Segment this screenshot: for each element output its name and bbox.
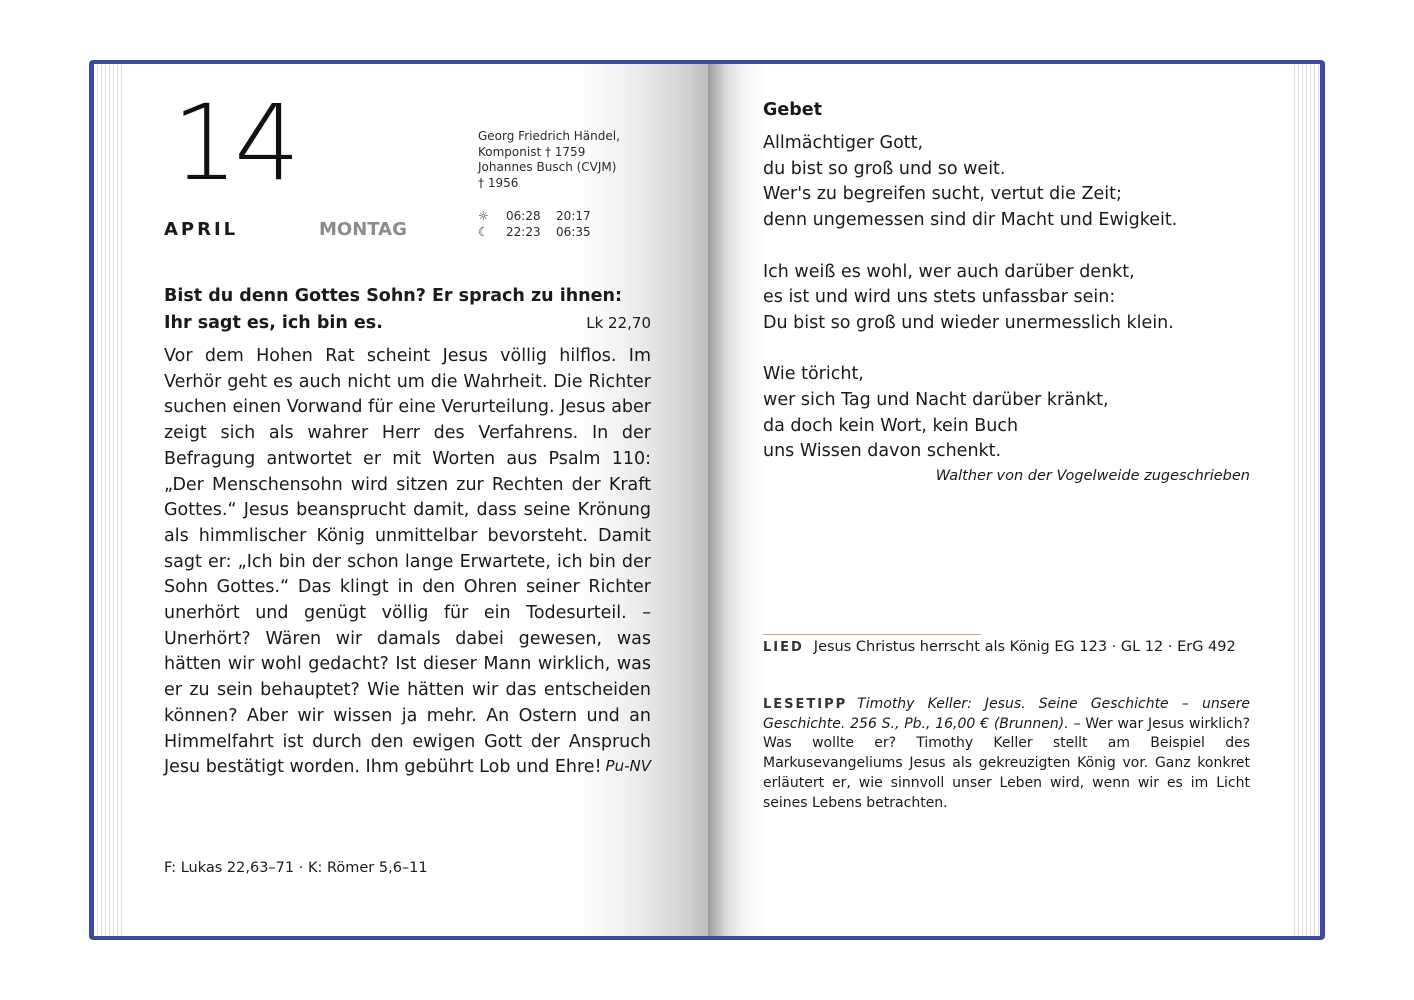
poem-line: uns Wissen davon schenkt. (763, 441, 1002, 462)
lesetipp-book: Timothy Keller: Jesus. Seine Geschichte – unsere Geschichte. 256 S., Pb., 16,00 € (Brunnen). (763, 696, 1250, 732)
sunset-time: 20:17 (556, 209, 591, 223)
page-edges-right (1290, 64, 1320, 936)
commemoration-line: Komponist † 1759 (478, 144, 586, 159)
commemoration-line: † 1956 (478, 176, 519, 191)
moonrise-time: 22:23 (506, 224, 541, 239)
poem-line: wer sich Tag und Nacht darüber kränkt, (763, 390, 1109, 410)
bible-readings: F: Lukas 22,63–71 · K: Römer 5,6–11 (164, 860, 428, 876)
page-edges-left (94, 64, 124, 936)
verse-reference: Lk 22,70 (586, 314, 651, 332)
prayer-poem (763, 131, 1263, 491)
commemorations (478, 129, 653, 192)
song-recommendation (763, 639, 1236, 655)
sunrise-time: 06:28 (506, 209, 541, 223)
lied-label: LIED (763, 640, 804, 655)
moon-row (478, 225, 591, 241)
weekday-label: MONTAG (319, 219, 407, 240)
verse-text: Bist du denn Gottes Sohn? Er sprach zu ihnen: Ihr sagt es, ich bin es. (164, 286, 622, 333)
poem-line: Ich weiß es wohl, wer auch darüber denkt, (763, 261, 1135, 282)
commemoration-line: Johannes Busch (CVJM) (478, 160, 617, 175)
poem-stanza (763, 362, 1263, 465)
day-number: 14 (172, 82, 297, 204)
devotion-text: Vor dem Hohen Rat scheint Jesus völlig hilflos. Im Verhör geht es auch nicht um die Wahrheit. Die Richter suchen einen Vorwand für eine Verurteilung. Jesus aber zeigt sich als wahrer Herr des Verfahrens. In der Befragung antwortet er mit Worten aus Psalm 110: „Der Menschensohn wird sitzen zur Rechten der Kraft Gottes.“ Jesus beansprucht damit, dass seine Krönung als himmlischer König unmittelbar bevorsteht. Damit sagt er: „Ich bin der schon lange Erwartete, ich bin der Sohn Gottes.“ Das klingt in den Ohren seiner Richter unerhört und genügt völlig für ein Todesurteil. – Unerhört? Wären wir damals dabei gewesen, was hätten wir wohl gedacht? Ist dieser Mann wirklich, was er zu sein behauptet? Wie hätten wir das entscheiden können? Aber wir wissen ja mehr. An Ostern und an Himmelfahrt ist durch den ewigen Gott der Anspruch Jesu bestätigt worden. Ihm gebührt Lob und Ehre! (164, 346, 651, 778)
poem-line: da doch kein Wort, kein Buch (763, 415, 1019, 436)
commemoration-line: Georg Friedrich Händel, (478, 129, 620, 143)
poem-line: Allmächtiger Gott, (763, 133, 924, 153)
month-label: APRIL (164, 219, 239, 240)
sun-moon-times (478, 209, 591, 240)
lied-text: Jesus Christus herrscht als König EG 123 · GL 12 · ErG 492 (813, 639, 1236, 655)
sun-row (478, 209, 591, 225)
lesetipp-label: LESETIPP (763, 697, 848, 712)
lesetipp-text: – Wer war Jesus wirklich? Was wollte er? Timothy Keller stellt am Beispiel des Markusevangeliums Jesus als gekreuzigten König vor. Ganz konkret erläutert er, wie sinnvoll unser Leben wird, wenn wir es im Licht seines Lebens betrachten. (763, 715, 1250, 811)
prayer-title: Gebet (763, 100, 822, 120)
moon-icon: ☾ (478, 224, 489, 239)
poem-stanza (763, 260, 1263, 337)
lied-divider (763, 634, 981, 635)
poem-line: Du bist so groß und wieder unermesslich klein. (763, 312, 1174, 333)
moonset-time: 06:35 (556, 224, 591, 239)
devotion-author: Pu-NV (605, 757, 651, 775)
poem-line: Wer's zu begreifen sucht, vertut die Zeit; (763, 184, 1122, 205)
poem-stanza (763, 131, 1263, 234)
daily-verse (164, 283, 651, 337)
sun-icon: ☼ (478, 209, 489, 223)
poem-line: Wie töricht, (763, 364, 864, 385)
prayer-attribution: Walther von der Vogelweide zugeschrieben (935, 468, 1250, 484)
poem-line: es ist und wird uns stets unfassbar sein: (763, 287, 1116, 308)
reading-tip (763, 695, 1250, 813)
poem-line: du bist so groß und so weit. (763, 158, 1006, 179)
poem-line: denn ungemessen sind dir Macht und Ewigkeit. (763, 210, 1178, 231)
